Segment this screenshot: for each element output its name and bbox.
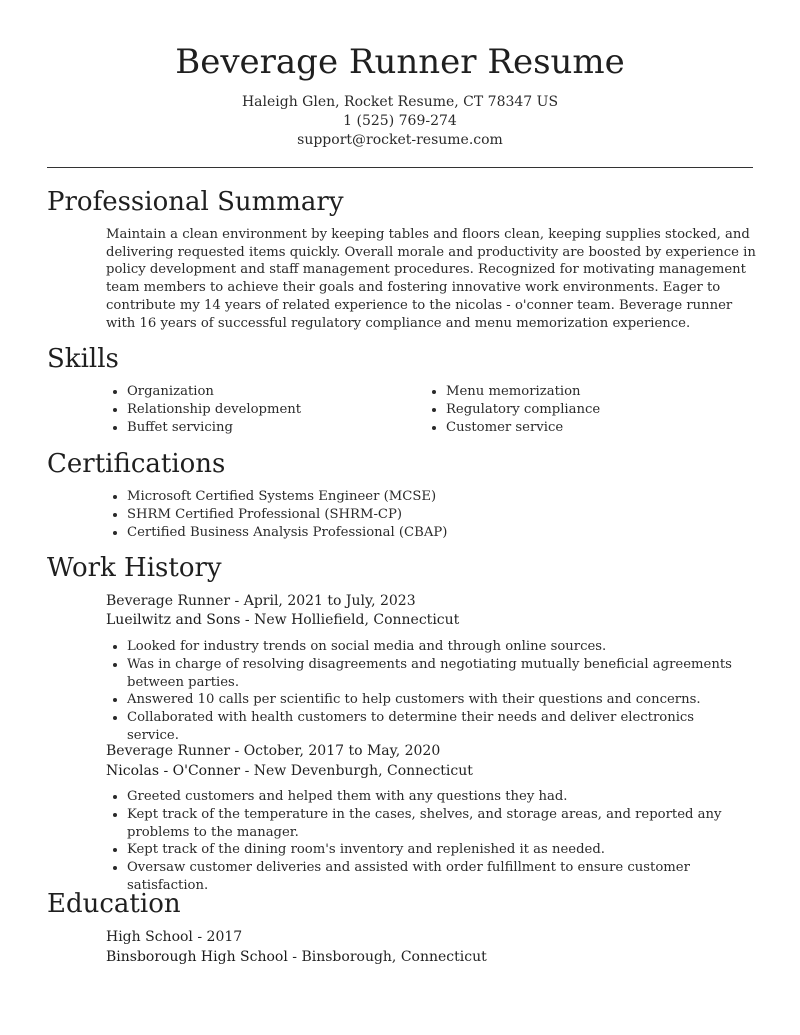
education-school-line — [106, 948, 756, 967]
job-bullet: • Kept track of the temperature in the cases, shelves, and storage areas, and reported any problems to the manager. — [127, 806, 747, 842]
job-2-header — [106, 742, 756, 761]
summary-text: Maintain a clean environment by keeping tables and floors clean, keeping supplies stocked, and delivering requested items quickly. Overall morale and productivity are boosted by experience in policy development and staff management procedures. Recognized for motivating management team members to achieve their goals and fostering innovative work environments. Eager to contribute my 14 years of related experience to the nicolas - o'conner team. Beverage runner with 16 years of successful regulatory compliance and menu memorization experience. — [106, 227, 756, 331]
education-year: - 2017 — [192, 929, 243, 945]
job-bullet: • Oversaw customer deliveries and assisted with order fulfillment to ensure customer satisfaction. — [127, 859, 747, 895]
skills-heading: Skills — [47, 344, 119, 374]
job-title: Beverage Runner — [106, 743, 231, 759]
certification-item: • Microsoft Certified Systems Engineer (MCSE) — [127, 488, 767, 506]
job-1-company-line — [106, 611, 756, 630]
skill-item: • Relationship development — [127, 401, 427, 419]
job-2-bullets — [106, 788, 747, 895]
certification-item: • Certified Business Analysis Professional (CBAP) — [127, 524, 767, 542]
job-1-bullets — [106, 638, 747, 745]
job-bullet: • Greeted customers and helped them with any questions they had. — [127, 788, 747, 806]
job-bullet: • Looked for industry trends on social media and through online sources. — [127, 638, 747, 656]
skill-item: • Organization — [127, 383, 427, 401]
job-company: Nicolas - O'Conner — [106, 763, 241, 779]
skill-item: • Buffet servicing — [127, 419, 427, 437]
job-2-company-line — [106, 762, 756, 781]
job-title: Beverage Runner — [106, 593, 231, 609]
job-bullet: • Answered 10 calls per scientific to help customers with their questions and concerns. — [127, 691, 747, 709]
skill-item: • Customer service — [446, 419, 766, 437]
skill-item: • Regulatory compliance — [446, 401, 766, 419]
header-divider — [47, 167, 753, 168]
contact-phone: 1 (525) 769-274 — [343, 113, 457, 129]
job-company: Lueilwitz and Sons — [106, 612, 241, 628]
education-heading: Education — [47, 889, 181, 919]
resume-title: Beverage Runner Resume — [175, 42, 625, 82]
education-location: - Binsborough, Connecticut — [287, 949, 487, 965]
contact-address: Haleigh Glen, Rocket Resume, CT 78347 US — [241, 94, 559, 110]
job-bullet: • Collaborated with health customers to determine their needs and deliver electronics service. — [127, 709, 747, 745]
job-dates: - October, 2017 to May, 2020 — [230, 743, 441, 759]
job-bullet: • Was in charge of resolving disagreements and negotiating mutually beneficial agreements between parties. — [127, 656, 747, 692]
education-degree: High School — [106, 929, 193, 945]
skills-list-right — [425, 383, 766, 436]
certifications-list — [106, 488, 767, 541]
education-school: Binsborough High School — [106, 949, 288, 965]
job-location: - New Holliefield, Connecticut — [240, 612, 460, 628]
certification-item: • SHRM Certified Professional (SHRM-CP) — [127, 506, 767, 524]
skills-list-left — [106, 383, 427, 436]
certifications-heading: Certifications — [47, 449, 226, 479]
work-history-heading: Work History — [47, 553, 222, 583]
job-location: - New Devenburgh, Connecticut — [240, 763, 473, 779]
job-1-header — [106, 592, 756, 611]
job-dates: - April, 2021 to July, 2023 — [230, 593, 416, 609]
education-degree-line — [106, 928, 756, 947]
contact-email[interactable]: support@rocket-resume.com — [297, 132, 503, 148]
skill-item: • Menu memorization — [446, 383, 766, 401]
job-bullet: • Kept track of the dining room's inventory and replenished it as needed. — [127, 841, 747, 859]
summary-heading: Professional Summary — [47, 187, 344, 217]
